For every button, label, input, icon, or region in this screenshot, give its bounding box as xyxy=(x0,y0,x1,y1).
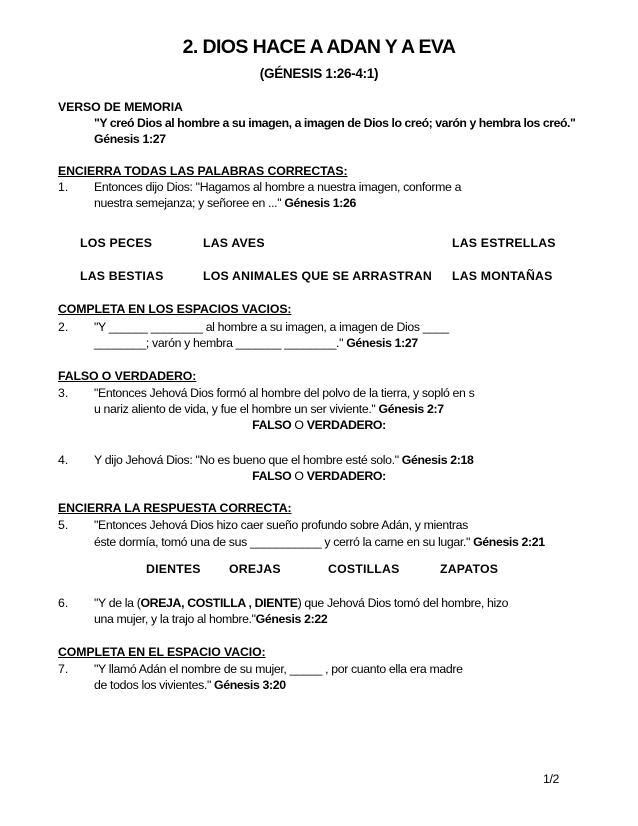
false-option[interactable]: FALSO xyxy=(252,418,292,432)
memory-verse-text: "Y creó Dios al hombre a su imagen, a imagen de Dios lo creó; varón y hembra los creó." xyxy=(94,116,576,130)
section-heading-fill-blanks: COMPLETA EN LOS ESPACIOS VACIOS: xyxy=(58,302,292,316)
bible-reference: Génesis 2:18 xyxy=(401,453,474,467)
bible-reference: Génesis 2:21 xyxy=(473,535,545,549)
question-text[interactable]: éste dormía, tomó una de sus ___________ y cerró la carne en su lugar." xyxy=(94,535,471,549)
bible-reference: Génesis 1:26 xyxy=(284,196,357,210)
page-title: 2. DIOS HACE A ADAN Y A EVA xyxy=(182,36,456,58)
true-option[interactable]: VERDADERO: xyxy=(306,469,386,483)
true-false-choice[interactable] xyxy=(0,418,638,432)
memory-verse-heading: VERSO DE MEMORIA xyxy=(58,100,183,114)
option-word[interactable]: LAS AVES xyxy=(203,236,265,250)
section-heading-circle-words: ENCIERRA TODAS LAS PALABRAS CORRECTAS: xyxy=(58,164,348,178)
question-text: una mujer, y la trajo al hombre." xyxy=(94,612,256,626)
section-heading-fill-blank: COMPLETA EN EL ESPACIO VACIO: xyxy=(58,645,266,659)
question-number: 6. xyxy=(58,596,69,610)
or-text: O xyxy=(294,418,304,432)
option-word[interactable]: LAS ESTRELLAS xyxy=(452,236,556,250)
question-text-line xyxy=(94,596,508,610)
question-text: de todos los vivientes." xyxy=(94,678,211,692)
question-text: Y dijo Jehová Dios: "No es bueno que el hombre esté solo." xyxy=(94,453,399,467)
option-word[interactable]: LAS BESTIAS xyxy=(80,269,164,283)
page-number: 1/2 xyxy=(543,772,560,786)
question-number: 5. xyxy=(58,518,69,532)
question-number: 2. xyxy=(58,320,69,334)
option-word[interactable]: LAS MONTAÑAS xyxy=(452,269,553,283)
question-text: ) que Jehová Dios tomó del hombre, hizo xyxy=(297,596,509,610)
bible-reference: Génesis 2:22 xyxy=(255,612,328,626)
question-text-line xyxy=(94,453,473,467)
option-word[interactable]: OREJAS xyxy=(229,562,281,576)
question-text[interactable]: "Y ______ ________ al hombre a su imagen, a imagen de Dios ____ xyxy=(94,320,449,334)
question-text-line2 xyxy=(94,678,286,692)
question-text-line2 xyxy=(94,336,418,350)
or-text: O xyxy=(294,469,304,483)
question-text[interactable]: ________; varón y hembra _______ ________." xyxy=(94,336,344,350)
answer-choices[interactable]: OREJA, COSTILLA , DIENTE xyxy=(140,596,298,610)
question-text-line2 xyxy=(94,196,356,210)
question-number: 1. xyxy=(58,180,69,194)
option-word[interactable]: COSTILLAS xyxy=(328,562,400,576)
page-subtitle: (GÉNESIS 1:26-4:1) xyxy=(259,66,379,81)
option-word[interactable]: LOS ANIMALES QUE SE ARRASTRAN xyxy=(203,269,432,283)
question-text-line2 xyxy=(94,535,545,549)
question-text: Entonces dijo Dios: "Hagamos al hombre a nuestra imagen, conforme a xyxy=(94,180,462,194)
question-number: 7. xyxy=(58,662,69,676)
section-heading-circle-answer: ENCIERRA LA RESPUESTA CORRECTA: xyxy=(58,501,292,515)
option-word[interactable]: DIENTES xyxy=(146,562,201,576)
option-word[interactable]: LOS PECES xyxy=(80,236,153,250)
question-text[interactable]: "Y llamó Adán el nombre de su mujer, _____ , por cuanto ella era madre xyxy=(94,662,463,676)
question-text-line2 xyxy=(94,612,327,626)
question-text-line2 xyxy=(94,402,444,416)
section-heading-true-false: FALSO O VERDADERO: xyxy=(58,369,197,383)
question-text: "Entonces Jehová Dios hizo caer sueño profundo sobre Adán, y mientras xyxy=(94,518,468,532)
question-number: 4. xyxy=(58,453,69,467)
question-text: u nariz aliento de vida, y fue el hombre un ser viviente." xyxy=(94,402,376,416)
question-text: nuestra semejanza; y señoree en ..." xyxy=(94,196,282,210)
option-word[interactable]: ZAPATOS xyxy=(440,562,499,576)
question-text: "Entonces Jehová Dios formó al hombre del polvo de la tierra, y sopló en s xyxy=(94,386,475,400)
true-option[interactable]: VERDADERO: xyxy=(306,418,386,432)
bible-reference: Génesis 1:27 xyxy=(346,336,418,350)
bible-reference: Génesis 3:20 xyxy=(214,678,286,692)
memory-verse-ref: Génesis 1:27 xyxy=(94,132,166,146)
bible-reference: Génesis 2:7 xyxy=(378,402,444,416)
true-false-choice[interactable] xyxy=(0,469,638,483)
false-option[interactable]: FALSO xyxy=(252,469,292,483)
question-number: 3. xyxy=(58,386,69,400)
question-text: "Y de la ( xyxy=(94,596,141,610)
